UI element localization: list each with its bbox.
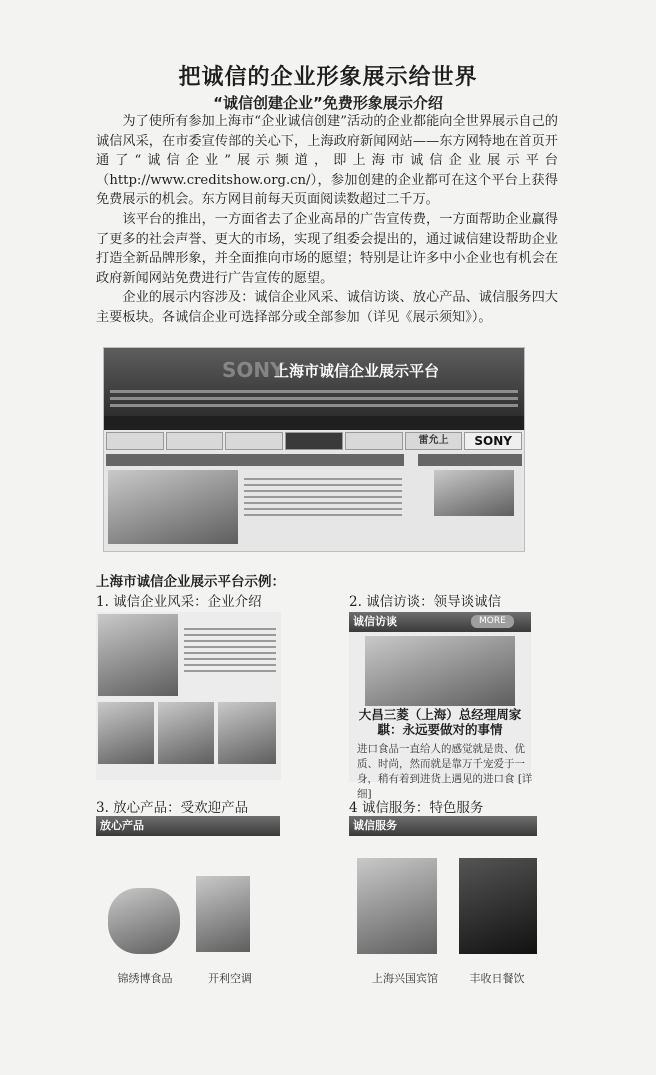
banner-header <box>104 348 524 416</box>
example-4-label: 4 诚信服务：特色服务 <box>349 800 484 816</box>
sponsor-logo <box>166 432 224 450</box>
restaurant-photo <box>459 858 537 954</box>
sponsor-logo <box>225 432 283 450</box>
paragraph-3: 企业的展示内容涉及：诚信企业风采、诚信访谈、放心产品、诚信服务四大主要板块。各诚信企业可选择部分或全部参加（详见《展示须知》）。 <box>96 290 558 325</box>
document-subtitle: “诚信创建企业”免费形象展示介绍 <box>213 94 443 112</box>
section-bar: 诚信访谈 <box>349 612 531 632</box>
example-1-label: 1. 诚信企业风采：企业介绍 <box>96 594 262 610</box>
product-photo <box>218 702 276 764</box>
banner-watermark: SONY <box>222 358 285 382</box>
sponsor-logo <box>345 432 403 450</box>
example-4-screenshot <box>349 816 537 966</box>
document-body <box>96 112 558 328</box>
examples-heading: 上海市诚信企业展示平台示例： <box>96 574 285 590</box>
sponsor-logo <box>106 432 164 450</box>
paragraph-2: 该平台的推出，一方面省去了企业高昂的广告宣传费，一方面帮助企业赢得了更多的社会声誉、更大的市场，实现了组委会提出的，通过诚信建设帮助企业打造全新品牌形象，并全面推向市场的愿望；特别是让许多中小企业也有机会在政府新闻网站免费进行广告宣传的愿望。 <box>96 211 558 286</box>
interview-photo <box>434 470 514 516</box>
company-photo <box>98 614 178 696</box>
banner-title: 上海市诚信企业展示平台 <box>274 362 440 380</box>
food-product-photo <box>108 888 180 954</box>
company-text-lines <box>244 474 402 532</box>
banner-nav-strip <box>104 416 524 430</box>
example-2-screenshot <box>349 612 533 800</box>
example-3-screenshot <box>96 816 280 966</box>
more-button[interactable]: MORE <box>471 615 514 628</box>
interview-description: 进口食品一直给人的感觉就是贵、优质、时尚，然而就是靠万千宠爱于一身，稍有着到进货上遇见的进口食 [详细] <box>357 743 533 800</box>
banner-text-lines <box>110 386 518 410</box>
company-photo <box>108 470 238 544</box>
document-title: 把诚信的企业形象展示给世界 <box>178 64 478 90</box>
product-caption-1: 锦绣博食品 <box>117 972 173 985</box>
service-caption-1: 上海兴国宾馆 <box>372 972 438 985</box>
example-3-label: 3. 放心产品：受欢迎产品 <box>96 800 249 816</box>
sponsor-logo: SONY <box>464 432 522 450</box>
paragraph-1: 为了使所有参加上海市“企业诚信创建”活动的企业都能向全世界展示自己的诚信风采，在市委宣传部的关心下，上海政府新闻网站——东方网特地在首页开通了“诚信企业”展示频道，即上海市诚信企业展示平台（http://www.creditshow.org.cn/），参加创建的企业都可在这个平台上获得免费展示的机会。东方网目前每天页面阅读数超过二千万。 <box>96 114 558 208</box>
product-photo <box>98 702 154 764</box>
example-2-label: 2. 诚信访谈：领导谈诚信 <box>349 594 502 610</box>
section-bar-left <box>106 454 404 466</box>
section-bar: 放心产品 <box>96 816 280 836</box>
service-caption-2: 丰收日餐饮 <box>469 972 525 985</box>
section-bar-right <box>418 454 522 466</box>
company-text-lines <box>184 624 276 676</box>
example-1-screenshot <box>96 612 281 780</box>
interview-headline: 大昌三菱（上海）总经理周家騏：永远要做对的事情 <box>358 707 522 737</box>
sponsor-logo <box>285 432 343 450</box>
hotel-photo <box>357 858 437 954</box>
platform-screenshot <box>103 347 525 552</box>
air-conditioner-photo <box>196 876 250 952</box>
product-caption-2: 开利空调 <box>208 972 252 985</box>
product-photo <box>158 702 214 764</box>
interview-photo <box>365 636 515 706</box>
sponsor-logo-row <box>106 432 522 450</box>
sponsor-logo: 雷允上 <box>405 432 463 450</box>
section-bar: 诚信服务 <box>349 816 537 836</box>
